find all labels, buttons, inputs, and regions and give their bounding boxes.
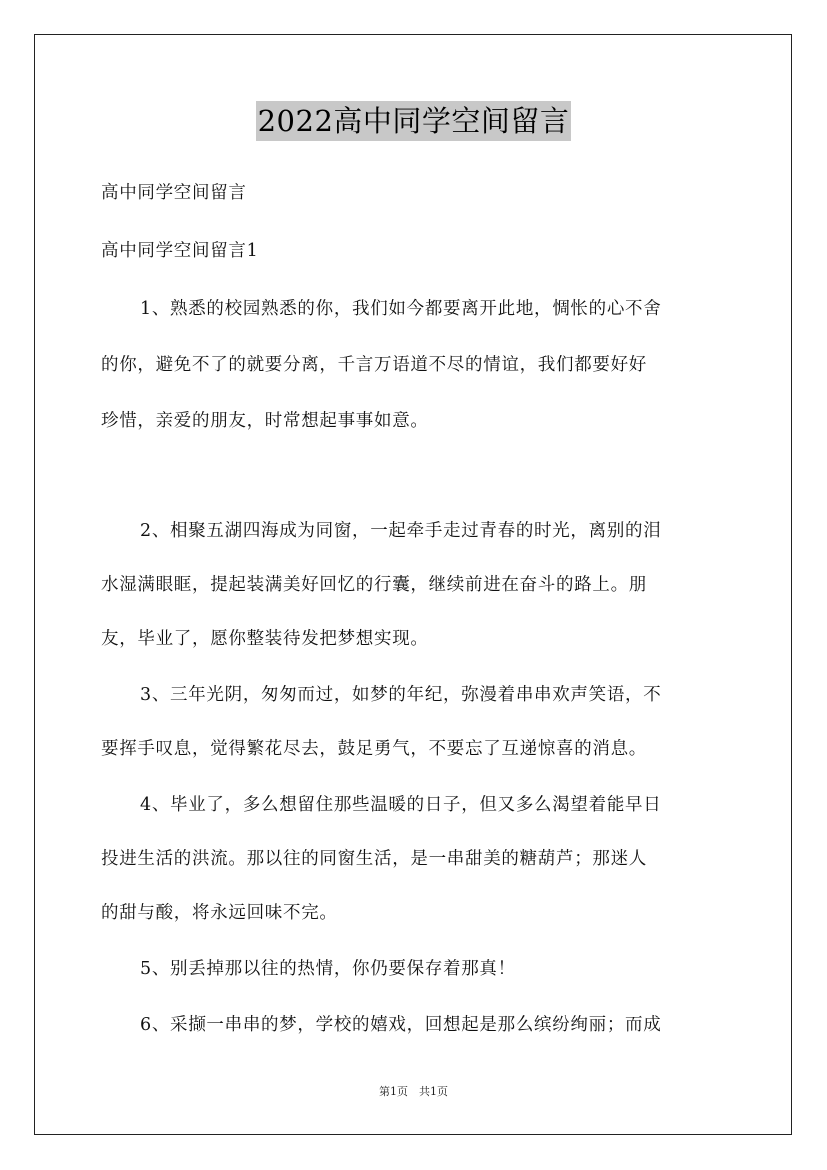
paragraph-3 xyxy=(101,676,729,768)
paragraph-line: 水湿满眼眶，提起装满美好回忆的行囊，继续前进在奋斗的路上。朋 xyxy=(101,575,647,595)
heading-main: 高中同学空间留言 xyxy=(101,183,247,203)
paragraph-line: 的你，避免不了的就要分离，千言万语道不尽的情谊，我们都要好好 xyxy=(101,355,647,375)
paragraph-line: 珍惜，亲爱的朋友，时常想起事事如意。 xyxy=(101,411,429,431)
paragraph-line: 友，毕业了，愿你整装待发把梦想实现。 xyxy=(101,629,429,649)
heading-sub: 高中同学空间留言1 xyxy=(101,241,259,261)
title-container xyxy=(0,101,827,141)
document-title: 2022高中同学空间留言 xyxy=(256,101,572,141)
paragraph-line: 1、熟悉的校园熟悉的你，我们如今都要离开此地，惆怅的心不舍 xyxy=(140,299,662,319)
paragraph-2 xyxy=(101,512,729,658)
paragraph-5 xyxy=(101,950,729,988)
paragraph-line: 2、相聚五湖四海成为同窗，一起牵手走过青春的时光，离别的泪 xyxy=(140,521,662,541)
document-body xyxy=(101,174,729,1044)
paragraph-line: 3、三年光阴，匆匆而过，如梦的年纪，弥漫着串串欢声笑语，不 xyxy=(140,685,662,705)
paragraph-line: 4、毕业了，多么想留住那些温暖的日子，但又多么渴望着能早日 xyxy=(140,795,662,815)
paragraph-1 xyxy=(101,290,729,440)
paragraph-4 xyxy=(101,786,729,932)
paragraph-line: 投进生活的洪流。那以往的同窗生活，是一串甜美的糖葫芦；那迷人 xyxy=(101,849,647,869)
page-footer: 第1页 共1页 xyxy=(379,1085,448,1098)
paragraph-6 xyxy=(101,1006,729,1044)
paragraph-line: 的甜与酸，将永远回味不完。 xyxy=(101,903,338,923)
paragraph-line: 6、采撷一串串的梦，学校的嬉戏，回想起是那么缤纷绚丽；而成 xyxy=(140,1015,662,1035)
paragraph-line: 要挥手叹息，觉得繁花尽去，鼓足勇气，不要忘了互递惊喜的消息。 xyxy=(101,739,647,759)
paragraph-line: 5、别丢掉那以往的热情，你仍要保存着那真！ xyxy=(140,959,516,979)
